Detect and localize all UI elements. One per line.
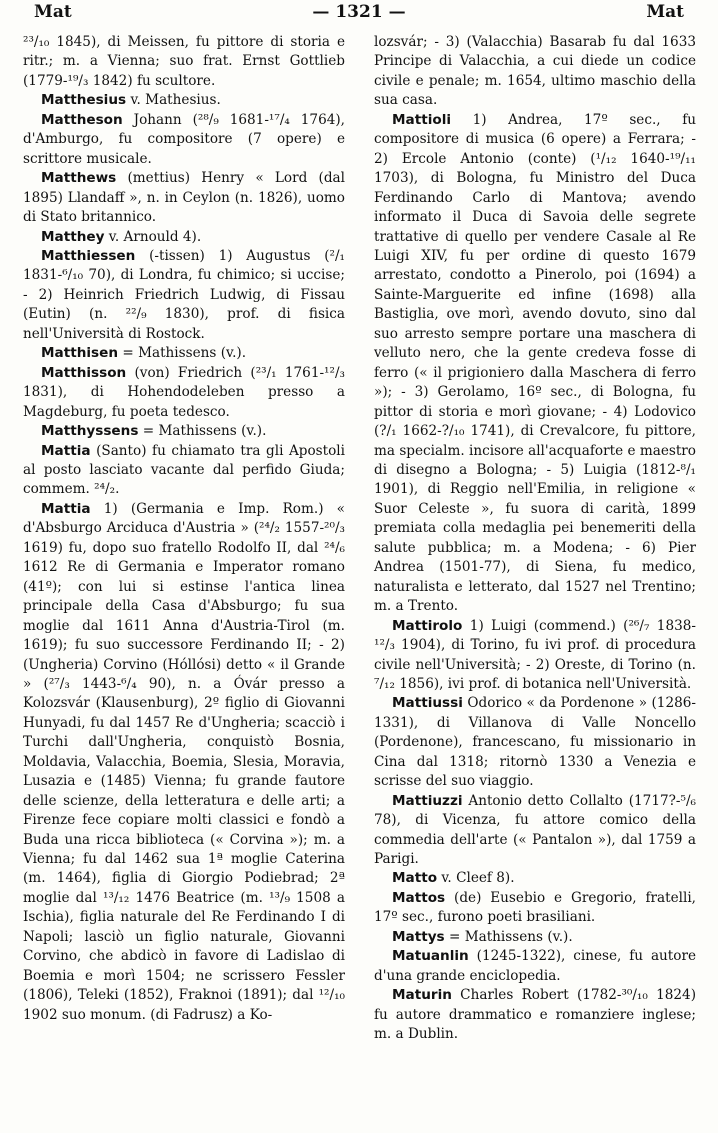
- entry: Mattos (de) Eusebio e Gregorio, fratelli, 17º sec., furono poeti brasiliani.: [374, 889, 696, 926]
- entry: Matthey v. Arnould 4).: [41, 228, 202, 245]
- page-header: [34, 2, 684, 26]
- entry: Mattheson Johann (²⁸/₉ 1681-¹⁷/₄ 1764), d'Amburgo, fu compositore (7 opere) e scrittore musicale.: [23, 111, 345, 167]
- entry-headword: Mattys: [392, 928, 445, 945]
- entry: Mattiuzzi Antonio detto Collalto (1717?-⁵/₆ 78), di Vicenza, fu attore comico della commedia dell'arte (« Pantalon »), dal 1759 a Parigi.: [374, 792, 696, 868]
- entry: Mattioli 1) Andrea, 17º sec., fu compositore di musica (6 opere) a Ferrara; - 2) Ercole Antonio (conte) (¹/₁₂ 1640-¹⁹/₁₁ 1703), di Bologna, fu Ministro del Duca Ferdinando Carlo di Mantova; avendo informato il Duca di Savoia delle segrete trattative di quello per vendere Casale al Re Luigi XIV, fu per ordine di questo 1679 arrestato, condotto a Pinerolo, poi (1694) a Sainte-Marguerite ed infine (1698) alla Bastiglia, ove morì, avendo dovuto, sino dal suo arresto sempre portare una maschera di velluto nero, che la gente credeva fosse di ferro (« il prigioniero dalla Maschera di ferro »); - 3) Gerolamo, 16º sec., di Bologna, fu pittor di storia e morì giovane; - 4) Lodovico (?/₁ 1662-?/₁₀ 1741), di Crevalcore, fu pittore, ma specialm. incisore all'acquaforte e maestro di disegno a Bologna; - 5) Luigia (1812-⁸/₁ 1901), di Reggio nell'Emilia, in religione « Suor Celeste », fu suora di carità, 1899 premiata colla medaglia pei benemeriti della salute pubblica; m. a Modena; - 6) Pier Andrea (1501-77), di Siena, fu medico, naturalista e letterato, dal 1527 nel Trentino; m. a Trento.: [374, 111, 696, 615]
- entry-headword: Mattheson: [41, 111, 123, 128]
- entry: Matto v. Cleef 8).: [392, 870, 515, 887]
- header-right-guide-word: Mat: [646, 2, 684, 22]
- entry: lozsvár; - 3) (Valacchia) Basarab fu dal 1633 Principe di Valacchia, a cui diede un codice civile e penale; m. 1654, ultimo maschio della sua casa.: [374, 34, 696, 109]
- entry: Mattia (Santo) fu chiamato tra gli Apostoli al posto lasciato vacante dal perfido Giuda; commem. ²⁴/₂.: [23, 442, 345, 498]
- left-column: [23, 33, 345, 1025]
- entry: Matthesius v. Mathesius.: [41, 92, 221, 109]
- entry-headword: Mattia: [41, 442, 91, 459]
- entry: Maturin Charles Robert (1782-³⁰/₁₀ 1824) fu autore drammatico e romanziere inglese; m. a Dublin.: [374, 987, 696, 1043]
- entry: Mattia 1) (Germania e Imp. Rom.) « d'Absburgo Arciduca d'Austria » (²⁴/₂ 1557-²⁰/₃ 1619) fu, dopo suo fratello Rodolfo II, dal ²⁴/₆ 1612 Re di Germania e Imperator romano (41º); con lui si estinse l'antica linea principale della Casa d'Absburgo; fu sua moglie dal 1611 Anna d'Austria-Tirol (m. 1619); fu suo successore Ferdinando II; - 2) (Ungheria) Corvino (Hóllósi) detto « il Grande » (²⁷/₃ 1443-⁶/₄ 90), n. a Óvár presso a Kolozsvár (Klausenburg), 2º figlio di Giovanni Hunyadi, fu dal 1457 Re d'Ungheria; scacciò i Turchi dall'Ungheria, conquistò Bosnia, Moldavia, Valacchia, Boemia, Slesia, Moravia, Lusazia e (1485) Vienna; fu grande fautore delle scienze, della letteratura e delle arti; a Firenze fece copiare molti classici e fondò a Buda una ricca biblioteca (« Corvina »); m. a Vienna; fu dal 1462 sua 1ª moglie Caterina (m. 1464), figlia di Giorgio Podiebrad; 2ª moglie dal ¹³/₁₂ 1476 Beatrice (m. ¹³/₉ 1508 a Ischia), figlia naturale del Re Ferdinando I di Napoli; lasciò un figlio naturale, Giovanni Corvino, che abdicò in favore di Ladislao di Boemia e morì 1504; ne scrissero Fessler (1806), Teleki (1852), Fraknoi (1891); dal ¹²/₁₀ 1902 suo monum. (di Fadrusz) a Ko-: [23, 500, 345, 1023]
- entry: ²³/₁₀ 1845), di Meissen, fu pittore di storia e ritr.; m. a Vienna; suo frat. Ernst Gottlieb (1779-¹⁹/₃ 1842) fu scultore.: [23, 34, 345, 89]
- entry-headword: Matthyssens: [41, 423, 139, 440]
- entry: Mattiussi Odorico « da Pordenone » (1286-1331), di Villanova di Valle Noncello (Pordenone), francescano, fu missionario in Cina dal 1318; ritornò 1330 a Venezia e scrisse del suo viaggio.: [374, 695, 696, 790]
- entry-headword: Matthews: [41, 170, 117, 187]
- entry-headword: Matuanlin: [392, 948, 469, 965]
- entry-headword: Mattiussi: [392, 695, 463, 712]
- entry: Mattirolo 1) Luigi (commend.) (²⁶/₇ 1838-¹²/₃ 1904), di Torino, fu ivi prof. di procedura civile nell'Università; - 2) Oreste, di Torino (n. ⁷/₁₂ 1856), ivi prof. di botanica nell'Università.: [374, 617, 696, 692]
- entry-headword: Mattia: [41, 500, 91, 517]
- entry-headword: Matthisen: [41, 345, 119, 362]
- entry: Matthews (mettius) Henry « Lord (dal 1895) Llandaff », n. in Ceylon (n. 1826), uomo di Stato britannico.: [23, 170, 345, 226]
- entry-headword: Matthiessen: [41, 247, 136, 264]
- entry: Matthiessen (-tissen) 1) Augustus (²/₁ 1831-⁶/₁₀ 70), di Londra, fu chimico; si uccise; - 2) Heinrich Friedrich Ludwig, di Fissau (Eutin) (n. ²²/₉ 1830), prof. di fisica nell'Università di Rostock.: [23, 247, 345, 342]
- entry-headword: Maturin: [392, 987, 452, 1004]
- right-column: [374, 33, 696, 1045]
- entry-headword: Matto: [392, 870, 438, 887]
- entry: Matuanlin (1245-1322), cinese, fu autore d'una grande enciclopedia.: [374, 948, 696, 984]
- entry-headword: Mattos: [392, 889, 446, 906]
- entry: Matthyssens = Mathissens (v.).: [41, 423, 267, 440]
- header-left-guide-word: Mat: [34, 2, 72, 22]
- entry-headword: Matthisson: [41, 364, 127, 381]
- page-number: — 1321 —: [312, 2, 406, 22]
- entry-headword: Matthesius: [41, 92, 127, 109]
- entry: Matthisen = Mathissens (v.).: [41, 345, 247, 362]
- entry-headword: Mattiuzzi: [392, 792, 463, 809]
- entry: Matthisson (von) Friedrich (²³/₁ 1761-¹²/₃ 1831), di Hohendodeleben presso a Magdeburg, fu poeta tedesco.: [23, 364, 345, 420]
- entry-headword: Mattioli: [392, 111, 452, 128]
- entry-headword: Mattirolo: [392, 617, 463, 634]
- entry-headword: Matthey: [41, 228, 105, 245]
- entry: Mattys = Mathissens (v.).: [392, 928, 573, 945]
